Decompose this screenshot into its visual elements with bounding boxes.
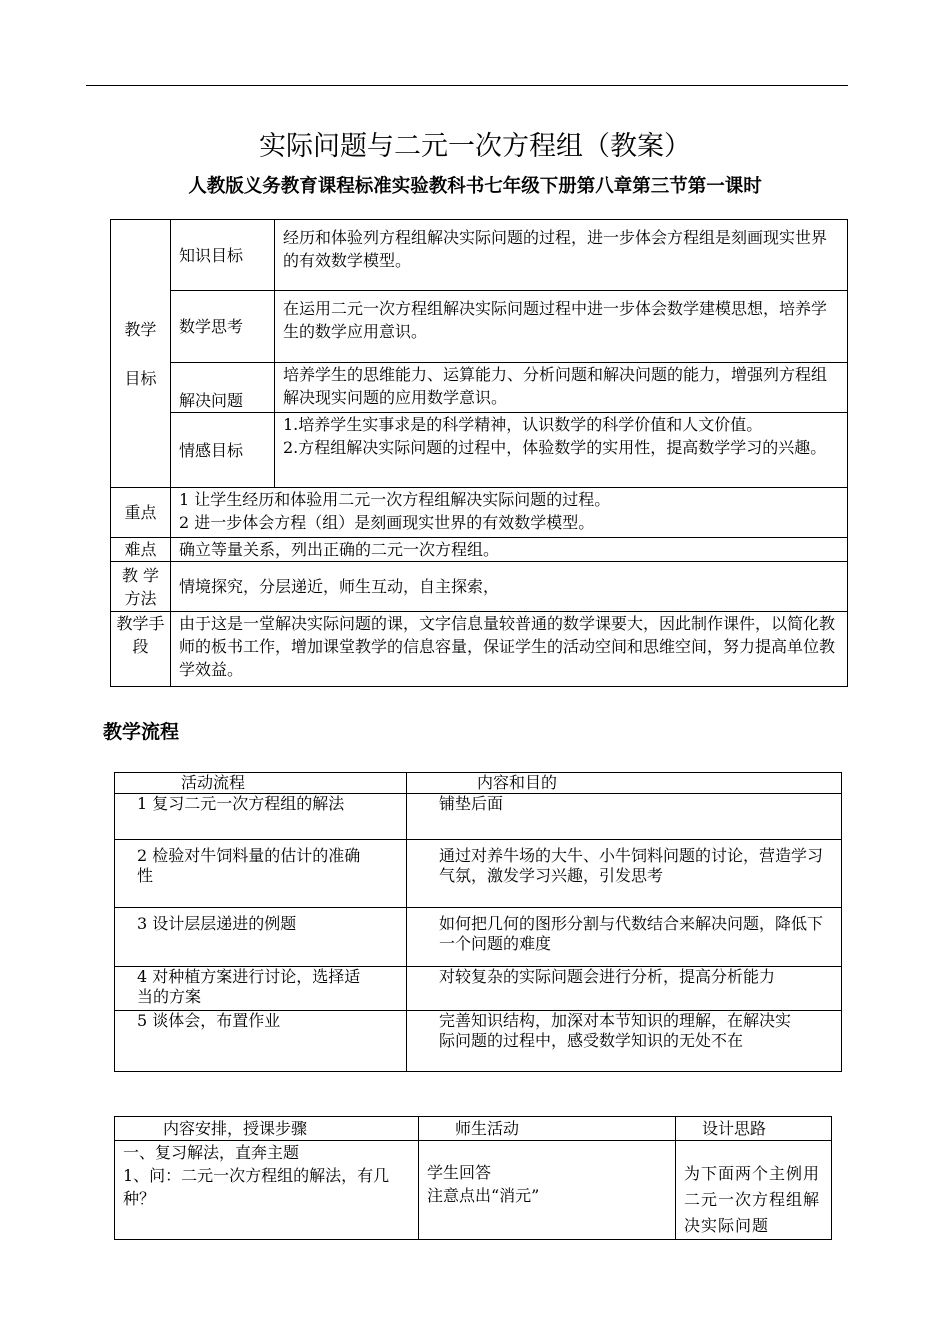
- key-points-label: 重点: [111, 488, 171, 538]
- difficulty-text: 确立等量关系，列出正确的二元一次方程组。: [171, 538, 848, 562]
- flow-purpose: 铺垫后面: [407, 794, 842, 840]
- flow-step: 2 检验对牛饲料量的估计的准确性: [115, 840, 407, 908]
- means-label: 教学手段: [111, 612, 171, 687]
- goals-group-label: 教学 目标: [111, 220, 171, 488]
- method-text: 情境探究，分层递近，师生互动，自主探索，: [171, 562, 848, 612]
- flow-purpose: 如何把几何的图形分割与代数结合来解决问题，降低下一个问题的难度: [407, 908, 842, 967]
- steps-content-cell: 一、复习解法，直奔主题 1、问：二元一次方程组的解法，有几种？: [115, 1141, 419, 1240]
- goal-label: 情感目标: [171, 413, 275, 488]
- goal-text: 培养学生的思维能力、运算能力、分析问题和解决问题的能力，增强列方程组解决现实问题的应用数学意识。: [275, 363, 848, 413]
- steps-header-content: 内容安排，授课步骤: [115, 1117, 419, 1141]
- steps-activity-cell: 学生回答 注意点出“消元”: [419, 1141, 676, 1240]
- flow-heading: 教学流程: [103, 721, 180, 743]
- goal-label: 知识目标: [171, 220, 275, 291]
- goal-text: 经历和体验列方程组解决实际问题的过程，进一步体会方程组是刻画现实世界的有效数学模型。: [275, 220, 848, 291]
- flow-header-left: 活动流程: [115, 773, 407, 794]
- goal-label: 数学思考: [171, 291, 275, 363]
- flow-purpose: 对较复杂的实际问题会进行分析，提高分析能力: [407, 967, 842, 1011]
- flow-table: [114, 772, 842, 1072]
- key-points-text: 1 让学生经历和体验用二元一次方程组解决实际问题的过程。 2 进一步体会方程（组）是刻画现实世界的有效数学模型。: [171, 488, 848, 538]
- flow-header-right: 内容和目的: [407, 773, 842, 794]
- steps-header-design: 设计思路: [676, 1117, 832, 1141]
- header-rule: [86, 85, 848, 86]
- steps-header-activity: 师生活动: [419, 1117, 676, 1141]
- means-text: 由于这是一堂解决实际问题的课，文字信息量较普通的数学课要大，因此制作课件，以简化教师的板书工作，增加课堂教学的信息容量，保证学生的活动空间和思维空间，努力提高单位教学效益。: [171, 612, 848, 687]
- goal-text: 1.培养学生实事求是的科学精神，认识数学的科学价值和人文价值。 2.方程组解决实际问题的过程中，体验数学的实用性，提高数学学习的兴趣。: [275, 413, 848, 488]
- teaching-goals-table: [110, 219, 848, 687]
- document-subtitle: 人教版义务教育课程标准实验教科书七年级下册第八章第三节第一课时: [188, 176, 762, 197]
- steps-design-cell: 为下面两个主例用二元一次方程组解决实际问题: [676, 1141, 832, 1240]
- goal-label: 解决问题: [171, 363, 275, 413]
- flow-purpose: 完善知识结构，加深对本节知识的理解，在解决实际问题的过程中，感受数学知识的无处不在: [407, 1011, 842, 1072]
- document-title: 实际问题与二元一次方程组（教案）: [259, 131, 691, 162]
- flow-step: 1 复习二元一次方程组的解法: [115, 794, 407, 840]
- goal-text: 在运用二元一次方程组解决实际问题过程中进一步体会数学建模思想，培养学生的数学应用意识。: [275, 291, 848, 363]
- flow-step: 4 对种植方案进行讨论，选择适当的方案: [115, 967, 407, 1011]
- difficulty-label: 难点: [111, 538, 171, 562]
- lesson-steps-table: [114, 1116, 832, 1240]
- flow-step: 5 谈体会，布置作业: [115, 1011, 407, 1072]
- flow-step: 3 设计层层递进的例题: [115, 908, 407, 967]
- method-label: 教 学方法: [111, 562, 171, 612]
- flow-purpose: 通过对养牛场的大牛、小牛饲料问题的讨论，营造学习气氛，激发学习兴趣，引发思考: [407, 840, 842, 908]
